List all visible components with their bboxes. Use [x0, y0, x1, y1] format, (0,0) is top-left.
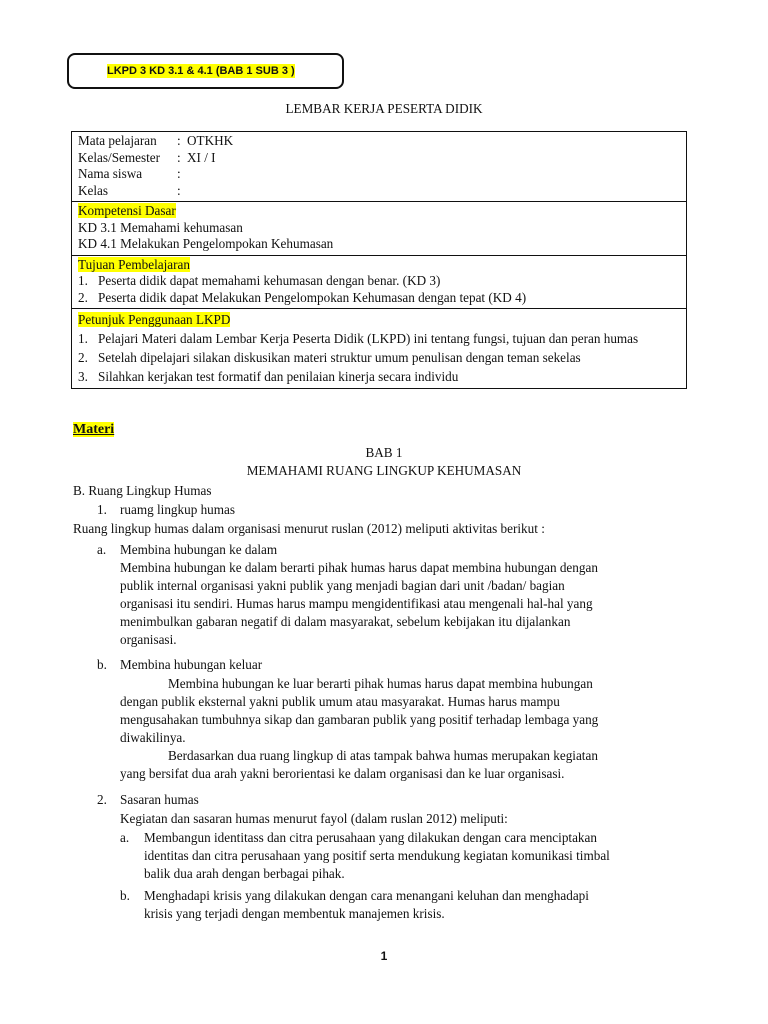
list-letter: a. [97, 542, 107, 557]
page-number: 1 [380, 949, 388, 963]
list-letter: b. [120, 888, 130, 903]
sasaran-intro: Kegiatan dan sasaran humas menurut fayol (dalam ruslan 2012) meliputi: [120, 811, 508, 826]
list-item: 2. Setelah dipelajari silakan diskusikan materi struktur umum penulisan dengan teman sekelas [78, 350, 581, 365]
identity-cell [72, 132, 687, 202]
subheading-outer: Membina hubungan keluar [120, 657, 263, 672]
lkpd-label: LKPD 3 KD 3.1 & 4.1 (BAB 1 SUB 3 ) [107, 65, 295, 77]
kompetensi-cell [72, 202, 687, 256]
list-letter: a. [120, 830, 130, 845]
list-number: 1. [97, 502, 107, 517]
info-table [71, 131, 687, 389]
list-item-label: ruamg lingkup humas [120, 502, 236, 517]
sasaran-item-b: Menghadapi krisis yang dilakukan dengan cara menangani keluhan dan menghadapi krisis yang terjadi dengan membentuk manajemen krisis. [144, 888, 589, 921]
intro-paragraph: Ruang lingkup humas dalam organisasi menurut ruslan (2012) meliputi aktivitas berikut : [73, 521, 545, 536]
paragraph-inner: Membina hubungan ke dalam berarti pihak humas harus dapat membina hubungan dengan publik internal organisasi yakni publik yang menjadi bagian dari unit /badan/ bagian organisasi itu sendiri. Humas harus mampu mengidentifikasi atau mengenali hal-hal yang menimbulkan gabaran negatif di dalam masyarakat, sebelum kebijakan itu dijalankan organisasi. [120, 560, 598, 647]
kompetensi-heading: Kompetensi Dasar [78, 203, 176, 218]
list-item: 2. Peserta didik dapat Melakukan Pengelompokan Kehumasan dengan tepat (KD 4) [78, 289, 527, 305]
subheading-inner: Membina hubungan ke dalam [120, 542, 278, 557]
lkpd-label-box [67, 53, 344, 89]
petunjuk-cell [72, 309, 687, 389]
row-class: Kelas : [78, 182, 181, 198]
row-student-name: Nama siswa : [78, 166, 181, 181]
chapter-label: BAB 1 [365, 445, 403, 460]
list-number: 2. [97, 792, 107, 807]
row-class-semester: Kelas/Semester : XI / I [78, 149, 216, 165]
class-semester-value: XI / I [187, 149, 216, 165]
materi-heading: Materi [73, 422, 115, 437]
section-heading: B. Ruang Lingkup Humas [73, 483, 212, 498]
sasaran-item-a: Membangun identitass dan citra perusahaan yang dilakukan dengan cara menciptakan identitas dan citra perusahaan yang positif serta mendukung kegiatan komunikasi timbal balik dua arah dengan berbagai pihak. [144, 830, 610, 881]
list-item: 3. Silahkan kerjakan test formatif dan penilaian kinerja secara individu [78, 369, 459, 384]
kd-item: KD 3.1 Memahami kehumasan [78, 219, 243, 235]
list-item-label: Sasaran humas [120, 792, 199, 807]
subject-value: OTKHK [187, 133, 234, 148]
paragraph-outer: Membina hubungan ke luar berarti pihak humas harus dapat membina hubungan dengan publik eksternal yakni publik umum atau masyarakat. Humas harus mampu mengusahakan tumbuhnya sikap dan gambaran publik yang positif terhadap lembaga yang diwakilinya. Berdasarkan dua ruang lingkup di atas tampak bahwa humas merupakan kegiatan yang bersifat dua arah yakni berorientasi ke dalam organisasi dan ke luar organisasi. [120, 676, 599, 781]
chapter-title: MEMAHAMI RUANG LINGKUP KEHUMASAN [246, 463, 522, 478]
list-item: 1. Peserta didik dapat memahami kehumasan dengan benar. (KD 3) [78, 273, 441, 288]
row-subject: Mata pelajaran : OTKHK [78, 133, 234, 148]
kd-item: KD 4.1 Melakukan Pengelompokan Kehumasan [78, 236, 334, 251]
petunjuk-heading: Petunjuk Penggunaan LKPD [78, 312, 231, 327]
list-item: 1. Pelajari Materi dalam Lembar Kerja Peserta Didik (LKPD) ini tentang fungsi, tujuan dan peran humas [78, 331, 639, 346]
list-letter: b. [97, 657, 107, 672]
tujuan-heading: Tujuan Pembelajaran [78, 256, 190, 272]
tujuan-cell [72, 255, 687, 309]
page-title: LEMBAR KERJA PESERTA DIDIK [285, 101, 483, 116]
